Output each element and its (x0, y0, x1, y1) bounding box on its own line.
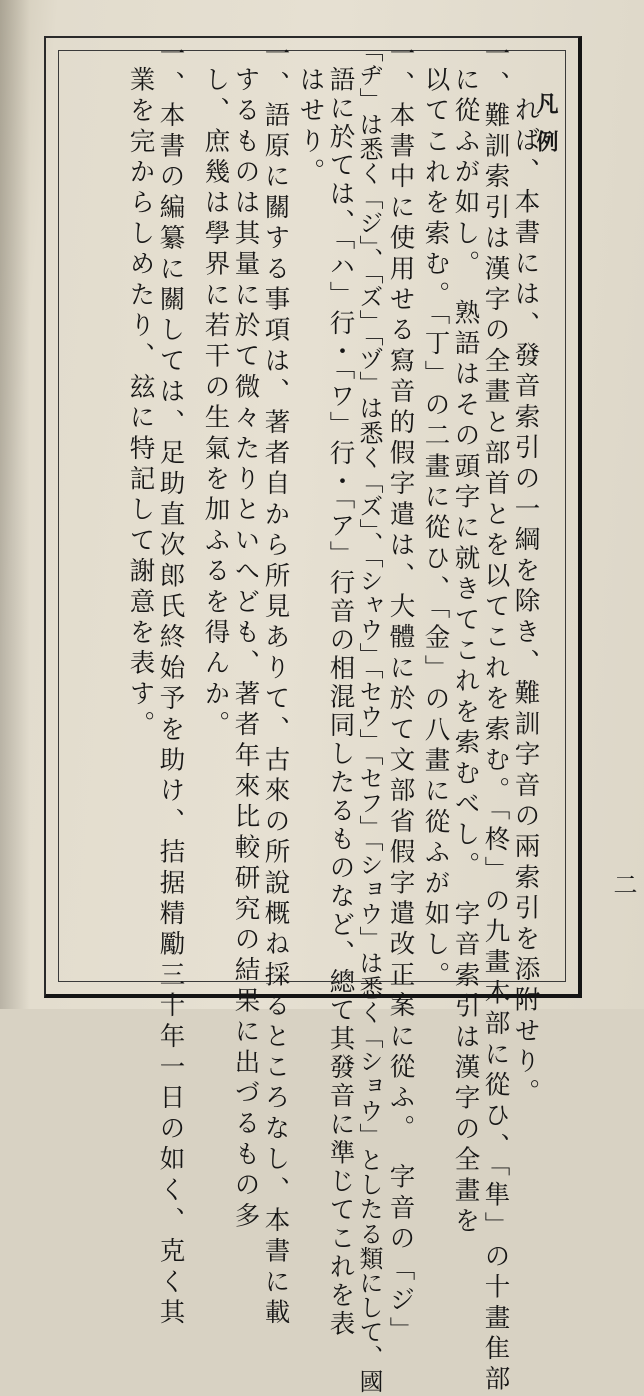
text-column: 一、本書中に使用せる寫音的假字遣は、大體に於て文部省假字遣改正案に從ふ。 字音の「ジ」 (385, 40, 416, 1348)
text-column: 一、難訓索引は漢字の全畫と部首とを以てこれを索む。「柊」の九畫木部に從ひ、「隼」の十畫隹部 (480, 40, 511, 1396)
text-column: 「ヂ」は悉く「ジ」、「ズ」「ヅ」は悉く「ズ」、「シャウ」「セウ」「セフ」「ショウ」は悉く「ショウ」としたる類にして、國 (355, 38, 383, 1394)
text-column: 業を完からしめたり、玆に特記して謝意を表す。 (125, 66, 156, 742)
section-title: 凡例 (533, 92, 559, 168)
text-column: 一、語原に關する事項は、著者自から所見ありて、古來の所說概ね採るところなし、本書に載 (260, 40, 291, 1330)
text-column: するものは其量に於て微々たりといへども、著者年來比較研究の結果に出づるもの多 (230, 66, 261, 1233)
text-column: 一、本書の編纂に關しては、足助直次郎氏終始予を助け、拮据精勵三十年一日の如く、克く其 (155, 40, 186, 1330)
text-column: に從ふが如し。 熟語はその頭字に就きてこれを索むべし。 字音索引は漢字の全畫を (450, 66, 481, 1238)
text-column: れば、本書には、發音索引の一綱を除き、難訓字音の兩索引を添附せり。 (510, 96, 541, 1110)
page-gutter-shadow (0, 0, 30, 1009)
text-column: し、庶幾は學界に若干の生氣を加ふるを得んか。 (200, 66, 231, 742)
text-column: 語に於ては、「ハ」行・「ワ」行・「ア」行音の相混同したるものなど、總て其發音に準じてこれを表 (325, 66, 356, 1339)
text-column: 以てこれを索む。「丁」の二畫に從ひ、「金」の八畫に從ふが如し。 (420, 66, 451, 993)
page-number: 二 (609, 872, 637, 896)
text-column: はせり。 (295, 66, 326, 189)
